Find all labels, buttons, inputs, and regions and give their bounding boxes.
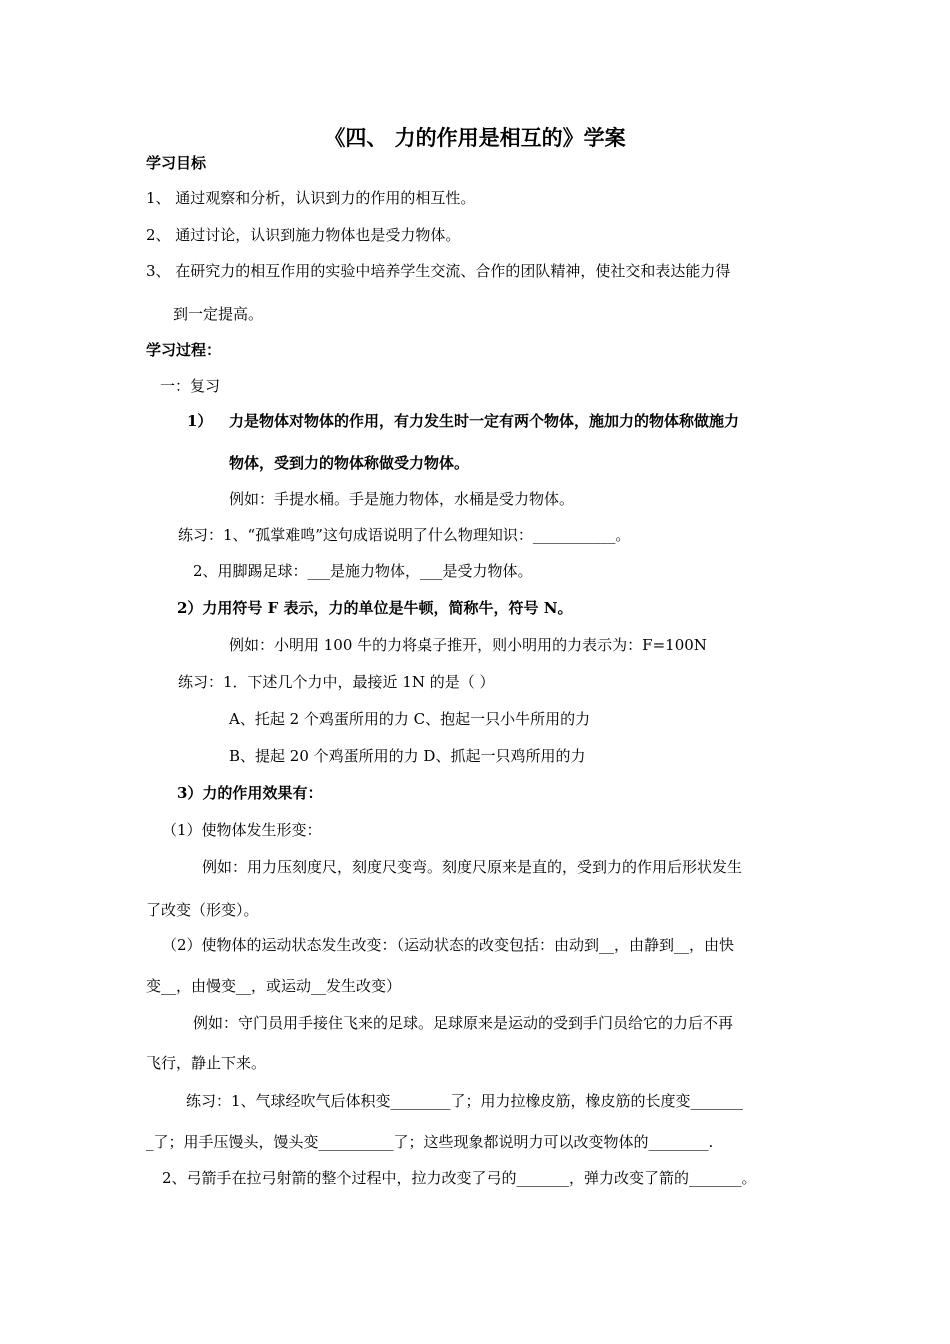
effect-2-line-1: （2）使物体的运动状态发生改变：（运动状态的改变包括：由动到__，由静到__，由快 <box>162 936 735 954</box>
review-heading: 一：复习 <box>160 377 221 395</box>
goal-item-3: 3、 在研究力的相互作用的实验中培养学生交流、合作的团队精神，使社交和表达能力得 <box>146 262 731 280</box>
point2: 2）力用符号 F 表示，力的单位是牛顿，简称牛，符号 N。 <box>177 599 573 617</box>
exercise-1-question-2: 2、用脚踢足球：___是施力物体，___是受力物体。 <box>193 562 533 580</box>
page-title: 《四、 力的作用是相互的》学案 <box>324 125 626 150</box>
goal-item-3-continued: 到一定提高。 <box>173 305 264 323</box>
effect-1-example-1: 例如：用力压刻度尺，刻度尺变弯。刻度尺原来是直的，受到力的作用后形状发生 <box>202 858 743 876</box>
exercise-3-line-2: _了；用手压馒头，馒头变__________了；这些现象都说明力可以改变物体的________. <box>146 1133 714 1151</box>
exercise-3-line-3: 2、弓箭手在拉弓射箭的整个过程中，拉力改变了弓的_______，弹力改变了箭的_______。 <box>162 1169 757 1187</box>
effect-2-line-2: 变__，由慢变__，或运动__发生改变） <box>146 977 402 995</box>
exercise-2-question: 练习：1．下述几个力中，最接近 1N 的是（ ） <box>178 673 495 691</box>
exercise-2-options-2: B、提起 20 个鸡蛋所用的力 D、抓起一只鸡所用的力 <box>229 747 586 765</box>
point3: 3）力的作用效果有： <box>177 784 323 802</box>
effect-2-example-1: 例如：守门员用手接住飞来的足球。足球原来是运动的受到手门员给它的力后不再 <box>193 1014 734 1032</box>
exercise-2-options-1: A、托起 2 个鸡蛋所用的力 C、抱起一只小牛所用的力 <box>229 710 591 728</box>
example-2: 例如：小明用 100 牛的力将桌子推开，则小明用的力表示为：F=100N <box>229 636 707 654</box>
effect-2-example-2: 飞行，静止下来。 <box>146 1054 267 1072</box>
goal-item-2: 2、 通过讨论，认识到施力物体也是受力物体。 <box>146 226 461 244</box>
process-heading: 学习过程： <box>146 341 222 359</box>
goal-item-1: 1、 通过观察和分析，认识到力的作用的相互性。 <box>146 189 476 207</box>
exercise-1-question-1: 练习：1、“孤掌难鸣”这句成语说明了什么物理知识：___________。 <box>178 526 631 544</box>
exercise-3-line-1: 练习：1、气球经吹气后体积变________了；用力拉橡皮筋，橡皮筋的长度变_______ <box>186 1092 744 1110</box>
goals-heading: 学习目标 <box>146 154 207 172</box>
effect-1-example-2: 了改变（形变）。 <box>146 901 259 919</box>
effect-1: （1）使物体发生形变： <box>162 821 322 839</box>
example-1: 例如：手提水桶。手是施力物体，水桶是受力物体。 <box>229 490 575 508</box>
point1-line-1: 力是物体对物体的作用，有力发生时一定有两个物体，施加力的物体称做施力 <box>229 412 740 430</box>
point1-number: 1） <box>187 412 213 430</box>
point1-line-2: 物体，受到力的物体称做受力物体。 <box>229 454 470 472</box>
